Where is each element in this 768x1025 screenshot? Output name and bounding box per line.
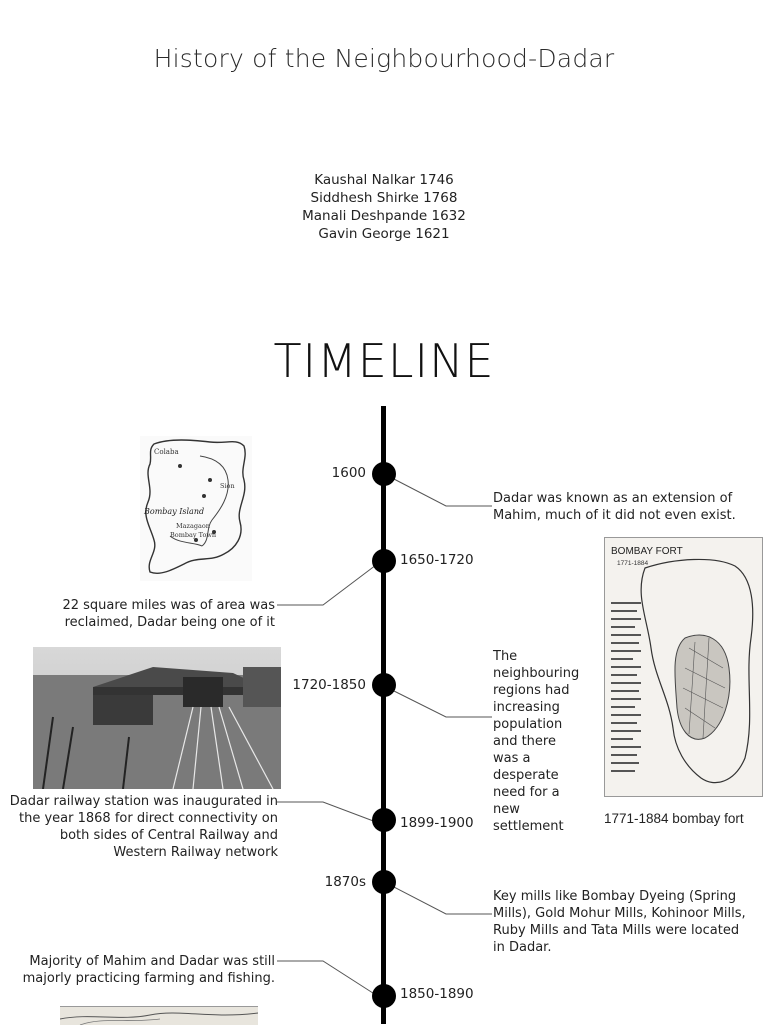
timeline-dot xyxy=(372,549,396,573)
page-title: History of the Neighbourhood-Dadar xyxy=(153,44,615,73)
timeline-dot xyxy=(372,984,396,1008)
map-label: Bombay Island xyxy=(144,507,205,516)
map-label: Sion xyxy=(220,482,235,490)
timeline-spine xyxy=(381,406,386,1024)
timeline-dot xyxy=(372,870,396,894)
timeline-note: Key mills like Bombay Dyeing (Spring Mills), Gold Mohur Mills, Kohinoor Mills, Ruby Mills and Tata Mills were located in Dadar. xyxy=(493,889,746,955)
connector-line xyxy=(277,565,376,605)
map-subheader: 1771-1884 xyxy=(617,560,649,567)
connector-line xyxy=(392,690,492,717)
timeline-dot xyxy=(372,462,396,486)
map-label: Mazagaon xyxy=(176,522,210,530)
timeline-year: 1600 xyxy=(331,465,366,481)
map-label: Bombay Town xyxy=(170,531,217,539)
author-name: Siddhesh Shirke 1768 xyxy=(310,190,458,206)
map-header: BOMBAY FORT xyxy=(611,546,683,557)
timeline-year: 1899-1900 xyxy=(400,815,474,831)
connector-line xyxy=(277,802,376,822)
timeline-note: Dadar railway station was inaugurated in the year 1868 for direct connectivity on both sides of Central Railway and Western Railway network xyxy=(9,794,278,860)
fort-map-caption: 1771-1884 bombay fort xyxy=(604,811,744,826)
bottom-map-image xyxy=(60,1006,258,1025)
bombay-fort-map xyxy=(604,537,763,797)
timeline-note: Dadar was known as an extension of Mahim, much of it did not even exist. xyxy=(493,491,736,523)
timeline-dot xyxy=(372,673,396,697)
timeline-note: Majority of Mahim and Dadar was still majorly practicing farming and fishing. xyxy=(22,954,275,986)
author-name: Gavin George 1621 xyxy=(318,226,450,242)
map-label: Colaba xyxy=(154,448,179,456)
timeline-note: The neighbouring regions had increasing population and there was a desperate need for a new settlement xyxy=(493,649,580,834)
connector-line xyxy=(392,478,492,506)
timeline-year: 1850-1890 xyxy=(400,986,474,1002)
connector-line xyxy=(277,961,376,995)
connector-line xyxy=(392,886,492,914)
timeline-dot xyxy=(372,808,396,832)
timeline-year: 1870s xyxy=(324,874,366,890)
timeline-year: 1720-1850 xyxy=(292,677,366,693)
old-map-image xyxy=(140,436,252,581)
author-name: Manali Deshpande 1632 xyxy=(302,208,466,224)
railway-photo xyxy=(33,647,281,789)
author-name: Kaushal Nalkar 1746 xyxy=(314,172,454,188)
timeline-note: 22 square miles was of area was reclaimed, Dadar being one of it xyxy=(62,598,275,630)
timeline-year: 1650-1720 xyxy=(400,552,474,568)
timeline-heading: TIMELINE xyxy=(273,334,495,388)
